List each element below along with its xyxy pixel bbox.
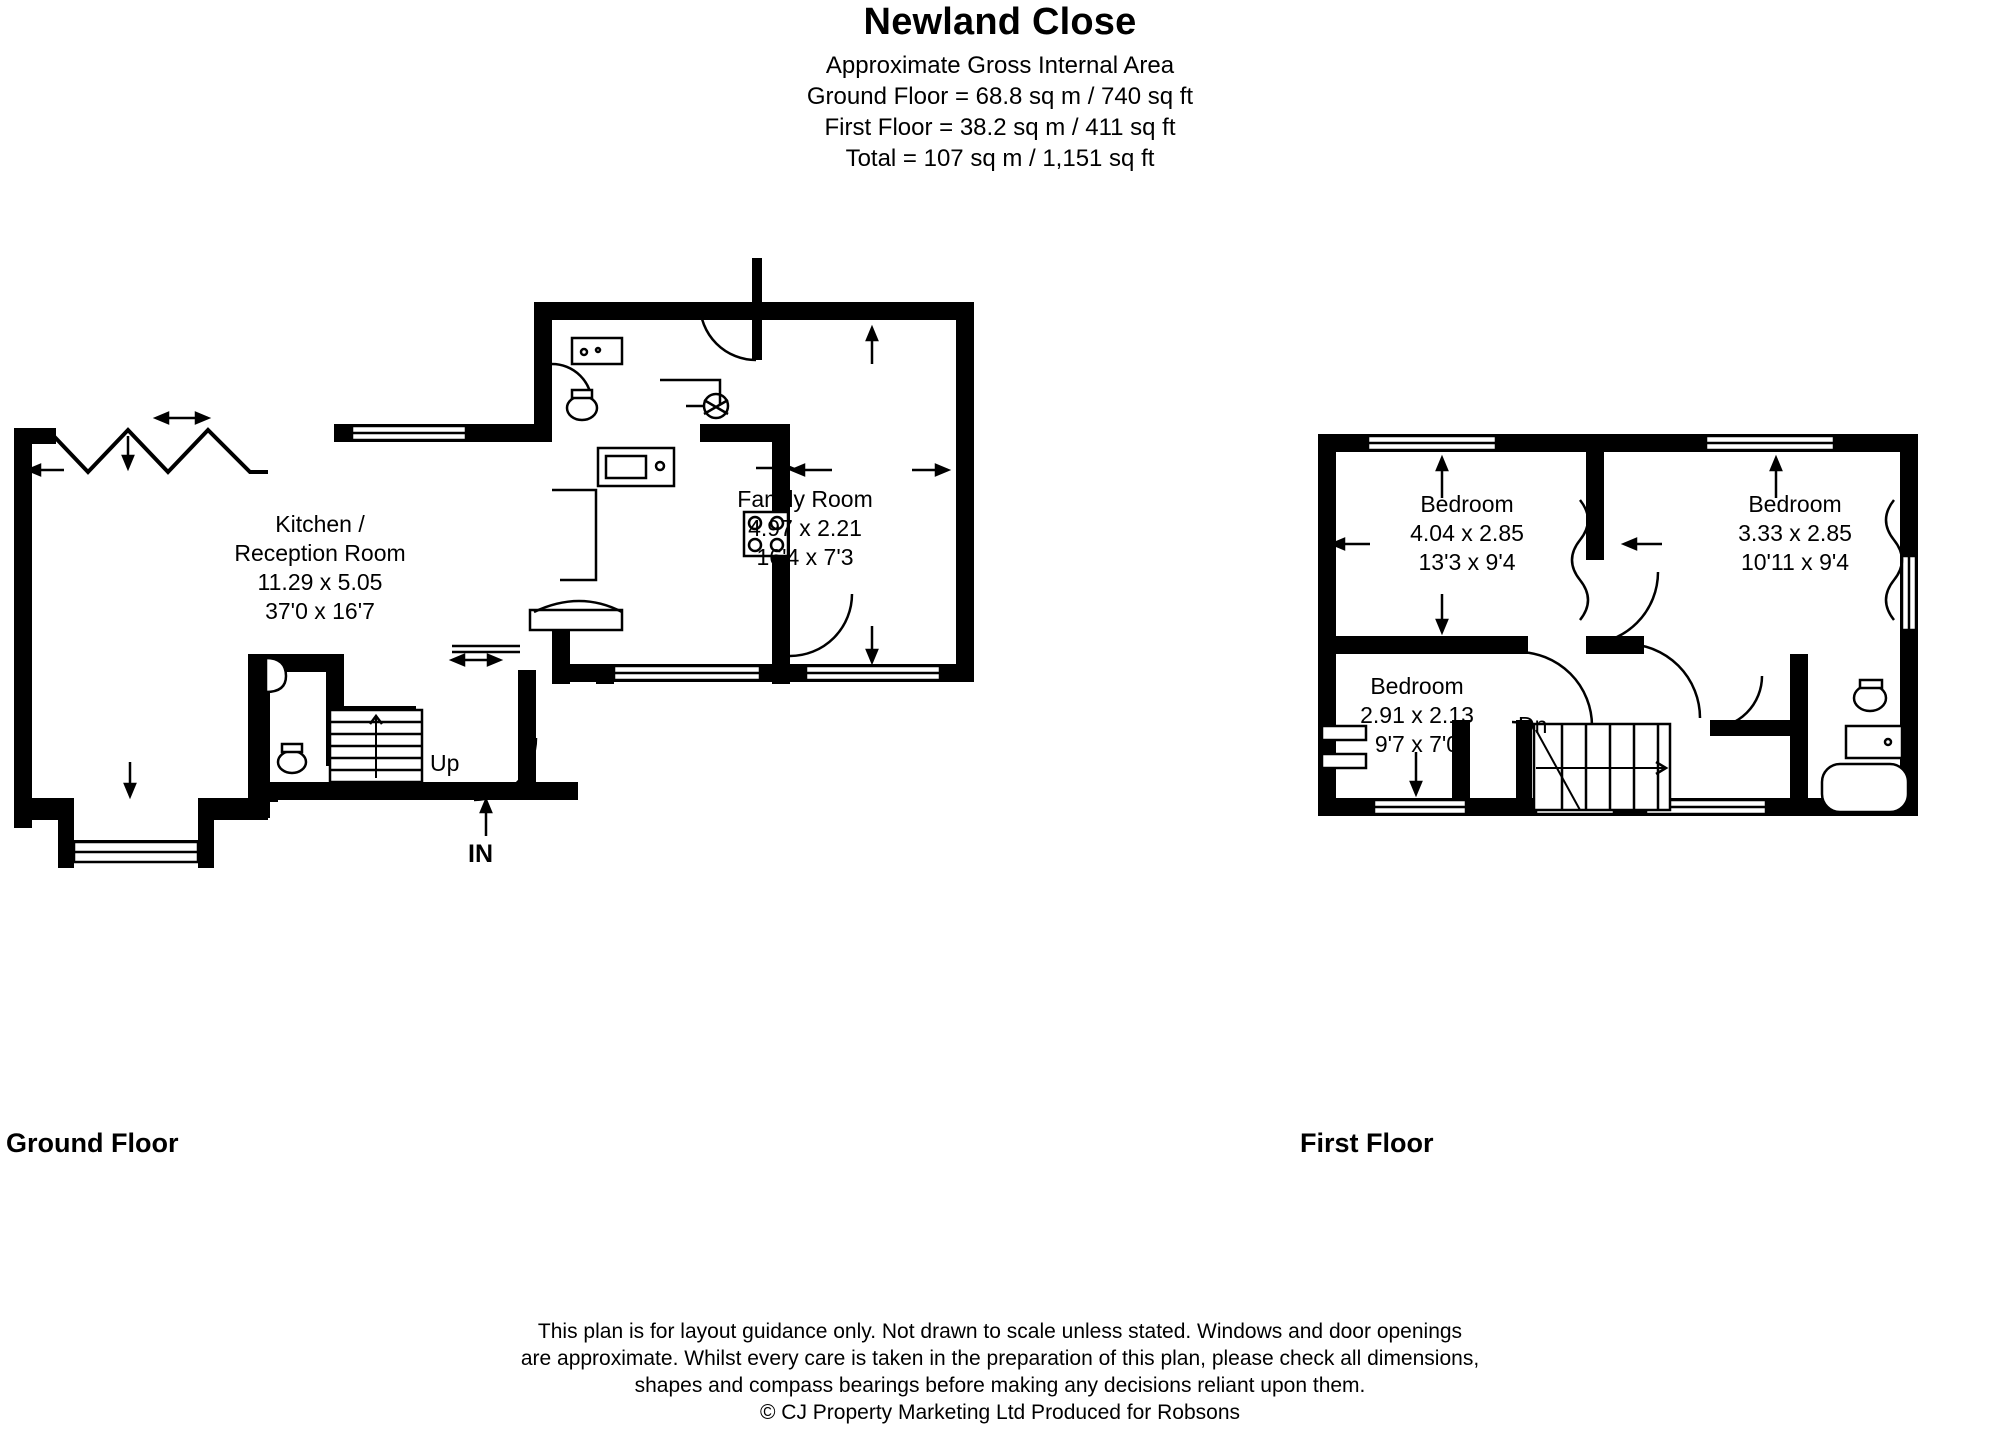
page-title: Newland Close: [863, 1, 1137, 43]
room-label-bedroom-3: [1312, 672, 1522, 759]
area-summary-line-3: First Floor = 38.2 sq m / 411 sq ft: [824, 114, 1176, 141]
entrance-in-label: IN: [468, 840, 493, 868]
room-dim-metric: 11.29 x 5.05: [257, 569, 383, 595]
room-label-bedroom-1: [1352, 490, 1582, 577]
room-dim-imperial: 9'7 x 7'0: [1374, 731, 1460, 757]
first-fixtures: [1822, 680, 1908, 812]
ground-walls: [14, 302, 974, 868]
ground-floor-caption: Ground Floor: [6, 1128, 179, 1158]
room-label-bedroom-2: [1680, 490, 1910, 577]
first-floor-drawing: [1290, 520, 1990, 1080]
room-name-line-1: Bedroom: [1370, 673, 1464, 699]
room-name-line-1: Bedroom: [1748, 491, 1842, 517]
room-label-kitchen-reception: [190, 510, 450, 626]
room-dim-metric: 4.97 x 2.21: [748, 515, 862, 541]
first-floor-caption: First Floor: [1300, 1128, 1434, 1158]
room-dim-imperial: 37'0 x 16'7: [265, 598, 375, 624]
bay-window-zigzag: [48, 430, 268, 472]
room-name-line-2: Reception Room: [234, 540, 406, 566]
room-name-line-1: Bedroom: [1420, 491, 1514, 517]
plan-footer: [0, 1318, 2000, 1426]
stairs-up-label: Up: [430, 750, 460, 776]
copyright-line: © CJ Property Marketing Ltd Produced for Robsons: [759, 1401, 1241, 1424]
area-summary-line-2: Ground Floor = 68.8 sq m / 740 sq ft: [806, 83, 1194, 110]
room-dim-metric: 4.04 x 2.85: [1410, 520, 1524, 546]
disclaimer-line-1: This plan is for layout guidance only. Not drawn to scale unless stated. Windows and door openings: [537, 1320, 1463, 1343]
disclaimer-line-2: are approximate. Whilst every care is taken in the preparation of this plan, please check all dimensions,: [520, 1347, 1480, 1370]
first-floor-plan: [1290, 491, 1990, 1080]
first-staircase: [1534, 724, 1670, 810]
room-name-line-1: Family Room: [737, 486, 873, 512]
ground-staircase: [330, 710, 422, 782]
room-dim-imperial: 16'4 x 7'3: [756, 544, 854, 570]
area-summary-line-4: Total = 107 sq m / 1,151 sq ft: [845, 145, 1155, 172]
room-dim-imperial: 10'11 x 9'4: [1740, 549, 1850, 575]
area-summary-line-1: Approximate Gross Internal Area: [825, 52, 1175, 79]
plan-header: [0, 0, 2000, 174]
disclaimer-line-3: shapes and compass bearings before making any decisions reliant upon them.: [634, 1374, 1366, 1397]
room-label-family-room: [690, 485, 920, 572]
ground-dimension-arrows: [28, 328, 948, 836]
ground-floor-drawing: [0, 320, 1260, 1120]
ground-floor-plan: [0, 320, 1260, 1110]
room-name-line-1: Kitchen /: [275, 511, 365, 537]
room-dim-imperial: 13'3 x 9'4: [1418, 549, 1516, 575]
room-dim-metric: 2.91 x 2.13: [1360, 702, 1474, 728]
stairs-down-label: Dn: [1518, 712, 1548, 738]
room-dim-metric: 3.33 x 2.85: [1738, 520, 1852, 546]
